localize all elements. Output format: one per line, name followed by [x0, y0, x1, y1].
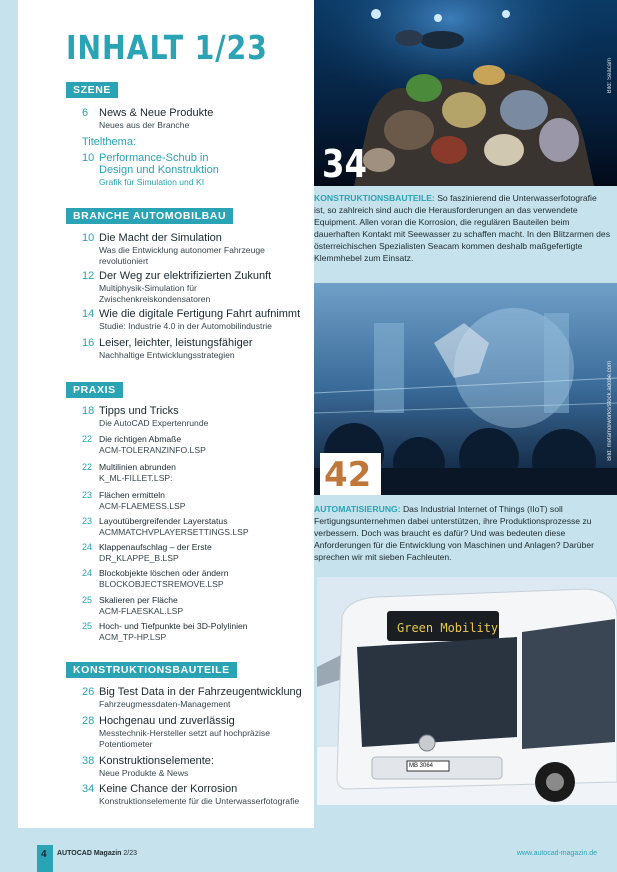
iot-photo — [314, 283, 617, 495]
page-number: 16 — [82, 337, 95, 349]
page-number: 26 — [82, 686, 95, 698]
bus-scene-graphic — [317, 577, 617, 805]
page-number: 12 — [82, 270, 95, 282]
page-number: 25 — [82, 595, 93, 605]
page-number: 28 — [82, 715, 95, 727]
issue-number: 2/23 — [123, 850, 138, 857]
entry-subtitle: Konstruktionselemente für die Unterwasserfotografie — [99, 796, 300, 806]
entry-title: Konstruktionselemente: — [99, 755, 214, 767]
entry-subtitle: Neue Produkte & News — [99, 768, 189, 778]
magazine-name: AUTOCAD Magazin — [57, 850, 122, 857]
page-number: 22 — [82, 434, 93, 444]
caption-text: Das Industrial Internet of Things (IIoT) soll Fertigungsunternehmen dabei unterstützen, ihre Produktionsprozesse zu verbessern. Doch was braucht es dafür? Und was bedeuten diese Anforderungen für die Entwicklung von Maschinen und Anlagen? Darüber sprechen wir mit sieben Fachleuten. — [314, 504, 594, 562]
page-number: 23 — [82, 490, 93, 500]
feature-page-number: 42 — [320, 453, 381, 495]
page-number-badge: 4 — [37, 845, 53, 872]
entry-subtitle: ACM-TOLERANZINFO.LSP — [99, 445, 206, 455]
bus-photo — [317, 577, 617, 805]
entry-title: Wie die digitale Fertigung Fahrt aufnimmt — [99, 308, 301, 320]
entry-title: Performance-Schub in — [99, 152, 209, 164]
page-number: 34 — [82, 783, 95, 795]
footer-magazine — [57, 850, 137, 857]
entry-title: Klappenaufschlag – der Erste — [99, 542, 212, 552]
entry-title-line2: Design und Konstruktion — [99, 164, 219, 176]
feature-caption — [314, 192, 610, 264]
license-plate: MB 3064 — [409, 763, 434, 769]
entry-title: Leiser, leichter, leistungsfähiger — [99, 337, 253, 349]
section-heading-szene: SZENE — [66, 82, 118, 98]
entry-title: Blockobjekte löschen oder ändern — [99, 568, 229, 578]
entry-subtitle: Was die Entwicklung autonomer Fahrzeuge revolutioniert — [99, 245, 265, 266]
entry-title: Der Weg zur elektrifizierten Zukunft — [99, 270, 272, 282]
photo-credit: Bild: metamorworks/stock.adobe.com — [607, 361, 613, 461]
entry-subtitle: ACM-FLAESKAL.LSP — [99, 606, 184, 616]
page-number: 23 — [82, 516, 93, 526]
entry-title: Die richtigen Abmaße — [99, 434, 182, 444]
footer-url[interactable]: www.autocad-magazin.de — [516, 850, 597, 857]
entry-subtitle: ACM-FLAEMESS.LSP — [99, 501, 186, 511]
caption-lead: KONSTRUKTIONSBAUTEILE: — [314, 193, 435, 203]
underwater-photo — [314, 0, 617, 186]
caption-lead: AUTOMATISIERUNG: — [314, 504, 401, 514]
entry-subtitle: Multiphysik-Simulation für Zwischenkreiskondensatoren — [99, 283, 211, 304]
photo-credit: Bild: Seacam — [607, 58, 613, 94]
page-number: 24 — [82, 542, 93, 552]
entry-title: Tipps und Tricks — [99, 405, 179, 417]
entry-title: Die Macht der Simulation — [99, 232, 222, 244]
feature-page-number: 34 — [322, 142, 367, 186]
entry-subtitle: ACM_TP-HP.LSP — [99, 632, 167, 642]
entry-subtitle: Messtechnik-Hersteller setzt auf hochpräzise Potentiometer — [99, 728, 270, 749]
entry-title: Multilinien abrunden — [99, 462, 176, 472]
page-number: 14 — [82, 308, 95, 320]
entry-subtitle: Grafik für Simulation und KI — [99, 177, 205, 187]
entry-subtitle: K_ML-FILLET.LSP: — [99, 473, 173, 483]
entry-subtitle: Fahrzeugmessdaten-Management — [99, 699, 231, 709]
entry-subtitle: BLOCKOBJECTSREMOVE.LSP — [99, 579, 224, 589]
entry-title: Keine Chance der Korrosion — [99, 783, 238, 795]
section-heading-branche: BRANCHE AUTOMOBILBAU — [66, 208, 233, 224]
titelthema-label: Titelthema: — [82, 136, 137, 148]
page-number: 38 — [82, 755, 95, 767]
page-number: 18 — [82, 405, 95, 417]
entry-subtitle: Studie: Industrie 4.0 in der Automobilindustrie — [99, 321, 272, 331]
page-number: 24 — [82, 568, 93, 578]
page-number: 25 — [82, 621, 93, 631]
page-number: 10 — [82, 152, 95, 164]
bus-destination-sign: Green Mobility — [397, 621, 499, 635]
entry-subtitle: Die AutoCAD Expertenrunde — [99, 418, 209, 428]
entry-title: Hoch- und Tiefpunkte bei 3D-Polylinien — [99, 621, 248, 631]
entry-title: Flächen ermitteln — [99, 490, 165, 500]
section-heading-konstruktion: KONSTRUKTIONSBAUTEILE — [66, 662, 237, 678]
entry-subtitle: ACMMATCHVPLAYERSETTINGS.LSP — [99, 527, 249, 537]
entry-subtitle: Neues aus der Branche — [99, 120, 190, 130]
entry-title: News & Neue Produkte — [99, 107, 214, 119]
page-number: 6 — [82, 107, 89, 119]
feature-caption — [314, 503, 610, 563]
page-title: INHALT 1/23 — [66, 28, 268, 67]
section-heading-praxis: PRAXIS — [66, 382, 123, 398]
entry-subtitle: DR_KLAPPE_B.LSP — [99, 553, 179, 563]
entry-subtitle: Nachhaltige Entwicklungsstrategien — [99, 350, 235, 360]
page-number: 10 — [82, 232, 95, 244]
entry-title: Big Test Data in der Fahrzeugentwicklung — [99, 686, 302, 698]
entry-title: Hochgenau und zuverlässig — [99, 715, 235, 727]
entry-title: Skalieren per Fläche — [99, 595, 178, 605]
caption-text: So faszinierend die Unterwasserfotografie ist, so zahlreich sind auch die Herausforderungen an das verwendete Equipment. Allen voran die Korrosion, die regulären Bauteilen beim dauerhaften Kontakt mit Seewasser zu schaffen macht. In den Blitzarmen des österreichischen Spezialisten Seacam kommen deshalb maßgefertigte Klemmhebel zum Einsatz. — [314, 193, 611, 263]
entry-title: Layoutübergreifender Layerstatus — [99, 516, 228, 526]
page-number: 22 — [82, 462, 93, 472]
